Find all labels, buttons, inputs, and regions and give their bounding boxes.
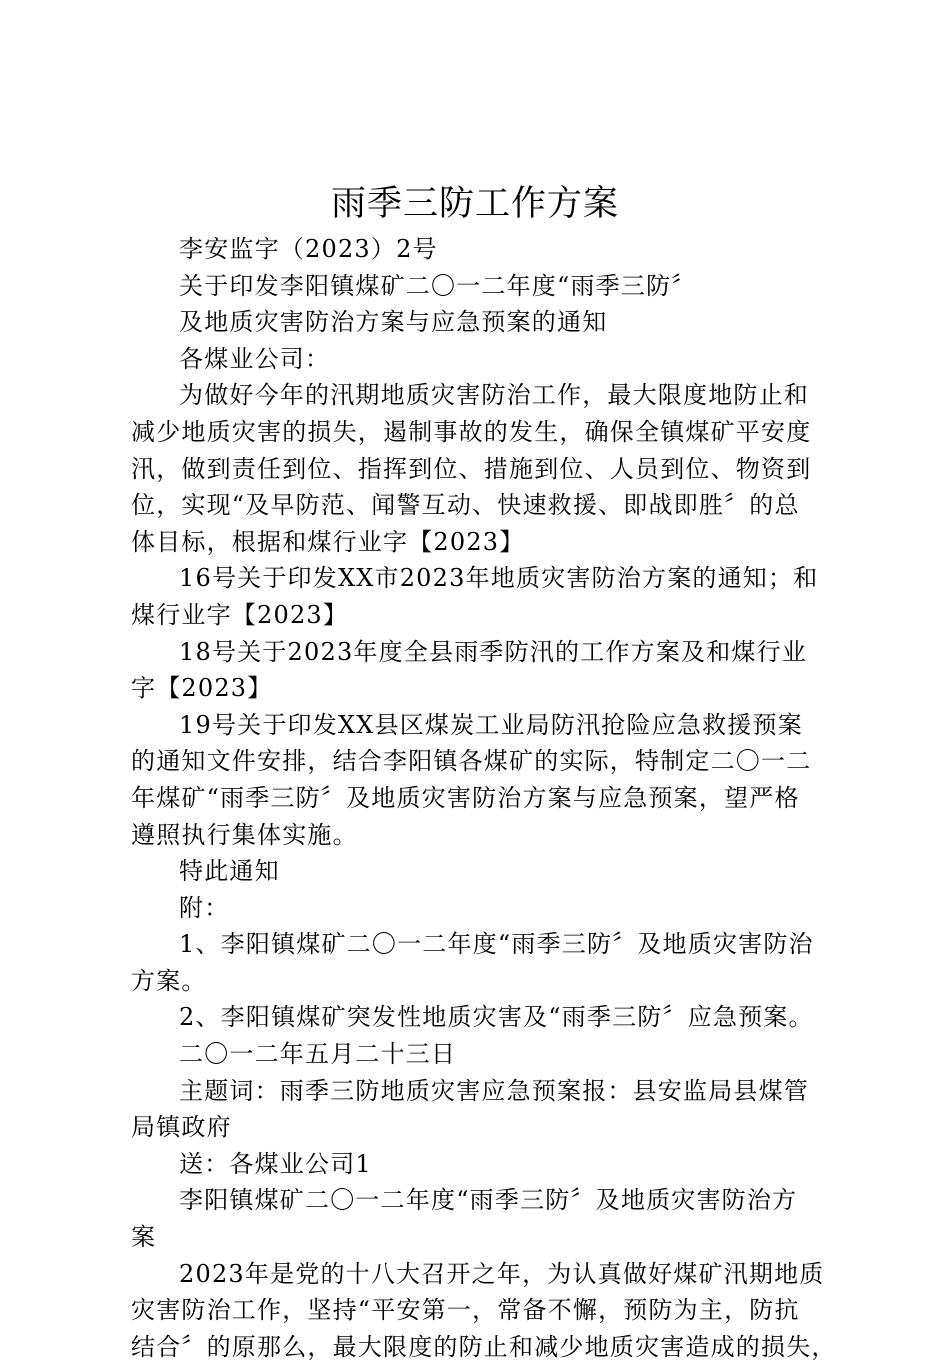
text-line: 遵照执行集体实施。 [131,820,358,849]
document-body [131,231,837,1365]
text-line: 19号关于印发XX县区煤炭工业局防汛抢险应急救援预案 [179,710,803,739]
text-line: 局镇政府 [131,1113,232,1142]
text-line: 位，实现“及早防范、闻警互动、快速救援、即战即胜〞的总 [131,491,800,520]
text-line: 主题词：雨季三防地质灾害应急预案报：县安监局县煤管 [179,1076,809,1105]
text-line: 年煤矿“雨季三防〞及地质灾害防治方案与应急预案，望严格 [131,783,800,812]
text-line: 李阳镇煤矿二〇一二年度“雨季三防〞及地质灾害防治方 [179,1186,798,1215]
text-line: 汛，做到责任到位、指挥到位、措施到位、人员到位、物资到 [131,454,812,483]
text-line: 关于印发李阳镇煤矿二〇一二年度“雨季三防〞 [179,271,697,300]
text-line: 18号关于2023年度全县雨季防汛的工作方案及和煤行业 [179,637,808,666]
text-line: 送：各煤业公司1 [179,1149,372,1178]
text-line: 的通知文件安排，结合李阳镇各煤矿的实际，特制定二〇一二 [131,747,812,776]
text-line: 16号关于印发XX市2023年地质灾害防治方案的通知；和 [179,564,819,593]
text-line: 附： [179,893,230,922]
text-line: 结合〞的原那么，最大限度的防止和减少地质灾害造成的损失， [131,1332,837,1361]
text-line: 2023年是党的十八大召开之年，为认真做好煤矿汛期地质 [179,1259,825,1288]
text-line: 方案。 [131,966,207,995]
text-line: 及地质灾害防治方案与应急预案的通知 [179,308,608,337]
text-line: 李安监字（2023）2号 [179,235,438,263]
text-line: 减少地质灾害的损失，遏制事故的发生，确保全镇煤矿平安度 [131,417,812,446]
text-line: 2、李阳镇煤矿突发性地质灾害及“雨季三防〞应急预案。 [179,1003,814,1032]
text-line: 煤行业字【2023】 [131,600,349,629]
text-line: 1、李阳镇煤矿二〇一二年度“雨季三防〞及地质灾害防治 [179,930,814,959]
document-title: 雨季三防工作方案 [330,184,619,224]
text-line: 各煤业公司： [179,344,331,373]
text-line: 为做好今年的汛期地质灾害防治工作，最大限度地防止和 [179,381,809,410]
text-line: 案 [131,1223,157,1252]
text-line: 字【2023】 [131,674,273,703]
text-line: 灾害防治工作，坚持“平安第一，常备不懈，预防为主，防抗 [131,1296,800,1325]
text-line: 特此通知 [179,857,280,886]
text-line: 体目标，根据和煤行业字【2023】 [131,527,525,556]
text-line: 二〇一二年五月二十三日 [179,1040,457,1069]
